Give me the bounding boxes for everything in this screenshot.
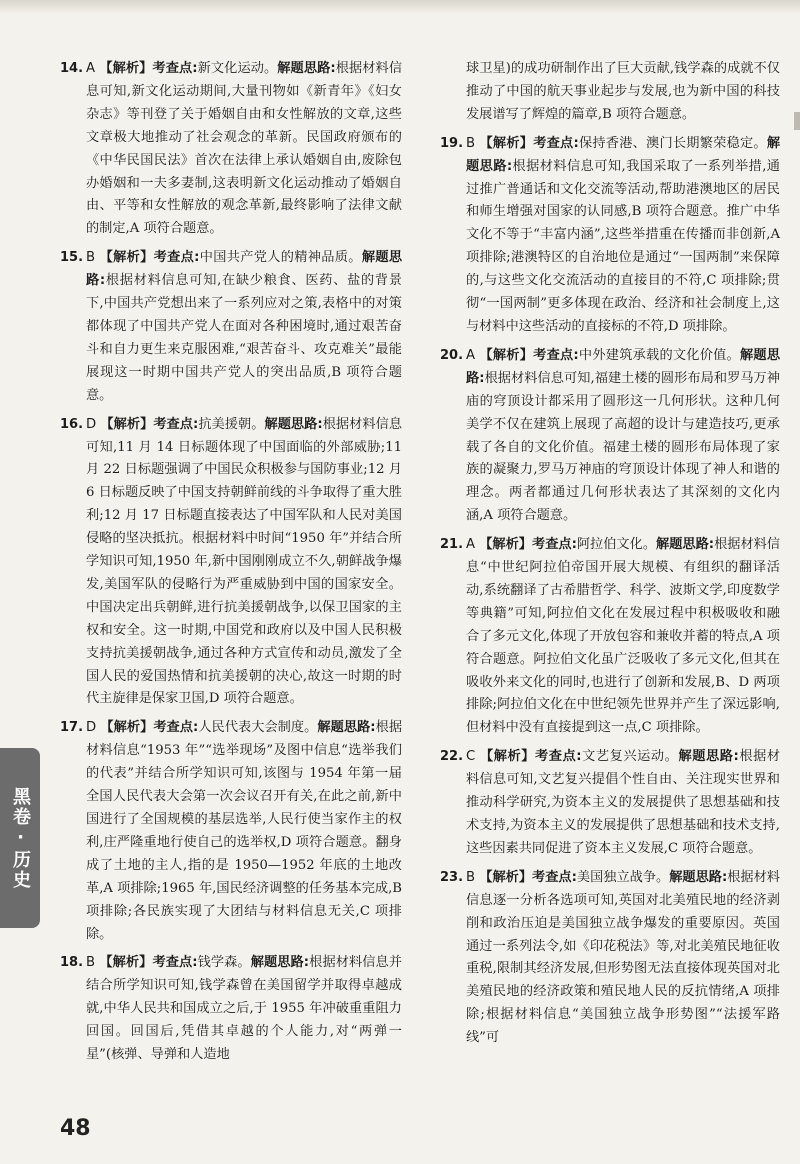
item-tag: 【解析】 bbox=[99, 61, 153, 76]
item-t1: 钱学森。 bbox=[197, 955, 251, 971]
item-k2: 解题思路: bbox=[264, 416, 323, 432]
item-num: 14. bbox=[60, 61, 84, 76]
item-num: 15. bbox=[60, 250, 84, 266]
continued-text: 球卫星)的成功研制作出了巨大贡献,钱学森的成就不仅推动了中国的航天事业起步与发展,也为新中国的科技发展谱写了辉煌的篇章,B 项符合题意。 bbox=[466, 61, 780, 122]
item-ans: B bbox=[466, 869, 476, 885]
item-k2: 解题思路: bbox=[317, 720, 376, 736]
item-num: 22. bbox=[440, 749, 464, 765]
item-t2: 根据材料信息逐一分析各选项可知,英国对北美殖民地的经济剥削和政治压迫是美国独立战争爆发的重要原因。英国通过一系列法令,如《印花税法》等,对北美殖民地征收重税,限制其经济发展,但形势图无法直接体现英国对北美殖民地的经济政策和殖民地人民的反抗情绪,A 项排除;根据材料信息“美国独立战争形势图”“法援军路线”可 bbox=[466, 869, 780, 1046]
item-tag: 【解析】 bbox=[479, 869, 533, 885]
answer-item bbox=[60, 247, 402, 407]
item-k2: 解题思路: bbox=[86, 250, 403, 289]
item-k2: 解题思路: bbox=[466, 135, 781, 174]
item-k1: 考查点: bbox=[532, 537, 577, 553]
item-ans: B bbox=[86, 955, 96, 971]
answer-item bbox=[440, 345, 780, 528]
item-tag: 【解析】 bbox=[479, 347, 534, 363]
item-t2: 根据材料信息可知,11 月 14 日标题体现了中国面临的外部威胁;11 月 22 日标题强调了中国民众积极参与国防事业;12 月 6 日标题反映了中国支持朝鲜前线的斗争取得了重大胜利;12 月 17 日标题直接表达了中国军队和人民对美国侵略的坚决抵抗。根据材料中时间“1950 年”并结合所学知识可知,1950 年,新中国刚刚成立不久,朝鲜战争爆发,美国军队的侵略行为严重威胁到中国的国家安全。中国决定出兵朝鲜,进行抗美援朝战争,以保卫国家的主权和安全。这一时期,中国党和政府以及中国人民积极支持抗美援朝战争,通过各种方式宣传和动员,激发了全国人民的爱国热情和抗美援朝的决心,故这一时期的时代主旋律是保家卫国,D 项符合题意。 bbox=[86, 416, 403, 707]
item-tag: 【解析】 bbox=[479, 749, 536, 765]
top-scan-strip bbox=[0, 0, 800, 14]
item-num: 17. bbox=[60, 720, 84, 736]
item-t1: 中外建筑承载的文化价值。 bbox=[578, 347, 740, 363]
item-num: 20. bbox=[440, 347, 464, 363]
answer-item bbox=[60, 952, 402, 1067]
item-k1: 考查点: bbox=[533, 135, 579, 151]
item-num: 19. bbox=[440, 135, 464, 151]
item-k2: 解题思路: bbox=[466, 347, 781, 386]
item-num: 18. bbox=[60, 955, 84, 971]
item-tag: 【解析】 bbox=[479, 135, 534, 151]
item-k2: 解题思路: bbox=[250, 955, 310, 971]
answer-item bbox=[440, 867, 780, 1050]
item-k2: 解题思路: bbox=[656, 537, 715, 553]
item-ans: A bbox=[466, 537, 476, 553]
item-t1: 保持香港、澳门长期繁荣稳定。 bbox=[578, 135, 767, 151]
item-t1: 新文化运动。 bbox=[197, 61, 278, 76]
item-num: 16. bbox=[60, 416, 84, 432]
item-ans: D bbox=[86, 416, 97, 432]
item-k1: 考查点: bbox=[152, 955, 198, 971]
item-num: 21. bbox=[440, 537, 464, 553]
item-k1: 考查点: bbox=[152, 61, 198, 76]
item-t1: 阿拉伯文化。 bbox=[576, 537, 657, 553]
item-k2: 解题思路: bbox=[678, 749, 739, 765]
item-k1: 考查点: bbox=[153, 720, 199, 736]
item-ans: D bbox=[86, 720, 97, 736]
item-t1: 人民代表大会制度。 bbox=[198, 720, 318, 736]
item-tag: 【解析】 bbox=[100, 720, 154, 736]
answer-item bbox=[60, 58, 402, 241]
item-k1: 考查点: bbox=[532, 869, 577, 885]
item-k1: 考查点: bbox=[535, 749, 582, 765]
item-t2: 根据材料信息“1953 年”“选举现场”及图中信息“选举我们的代表”并结合所学知识可知,该图与 1954 年第一届全国人民代表大会第一次会议召开有关,在此之前,新中国进行了全国规模的基层选举,人民行使当家作主的权利,庄严隆重地行使自己的选举权,D 项符合题意。翻身成了土地的主人,指的是 1950—1952 年底的土地改革,A 项排除;1965 年,国民经济调整的任务基本完成,B 项排除;各民族实现了大团结与材料信息无关,C 项排除。 bbox=[86, 720, 403, 942]
item-t2: 根据材料信息可知,福建土楼的圆形布局和罗马万神庙的穹顶设计都采用了圆形这一几何形状。这种几何美学不仅在建筑上展现了高超的设计与建造技巧,更承载了各自的文化价值。福建土楼的圆形布局体现了家族的凝聚力,罗马万神庙的穹顶设计体现了神人和谐的理念。两者都通过几何形状表达了其深刻的文化内涵,A 项符合题意。 bbox=[466, 370, 780, 524]
item-t2: 根据材料信息并结合所学知识可知,钱学森曾在美国留学并取得卓越成就,中华人民共和国成立之后,于 1955 年冲破重重阻力回国。回国后,凭借其卓越的个人能力,对“两弹一星”(核弹、导弹和人造地 bbox=[86, 955, 403, 1063]
item-t1: 抗美援朝。 bbox=[198, 416, 265, 432]
answer-item bbox=[60, 414, 402, 712]
item-t2: 根据材料信息可知,文艺复兴提倡个性自由、关注现实世界和推动科学研究,为资本主义的发展提供了思想基础和技术支持,为资本主义的发展提供了思想基础和技术支持,这些因素共同促进了资本主义发展,C 项符合题意。 bbox=[466, 749, 781, 856]
item-t1: 中国共产党人的精神品质。 bbox=[199, 250, 362, 266]
answer-item bbox=[440, 746, 780, 861]
answer-item bbox=[440, 133, 780, 339]
answer-item bbox=[60, 717, 402, 946]
item-k1: 考查点: bbox=[153, 416, 199, 432]
item-ans: A bbox=[466, 347, 476, 363]
item-t2: 根据材料信息可知,我国采取了一系列举措,通过推广普通话和文化交流等活动,帮助港澳地区的居民和师生增强对国家的认同感,B 项符合题意。推广中华文化不等于“丰富内涵”,这些举措重在传播而非创新,A 项排除;港澳特区的自治地位是通过“一国两制”来保障的,与这些文化交流活动的直接目的不符,C 项排除;贯彻“一国两制”更多体现在政治、经济和社会制度上,这与材料中这些活动的直接标的不符,D 项排除。 bbox=[466, 158, 780, 334]
item-num: 23. bbox=[440, 869, 464, 885]
item-tag: 【解析】 bbox=[99, 250, 154, 266]
item-ans: A bbox=[86, 61, 96, 76]
item-ans: B bbox=[86, 250, 96, 266]
item-ans: B bbox=[466, 135, 476, 151]
item-t2: 根据材料信息“中世纪阿拉伯帝国开展大规模、有组织的翻译活动,系统翻译了古希腊哲学、科学、波斯文学,印度数学等典籍”可知,阿拉伯文化在发展过程中积极吸收和融合了多元文化,体现了开放包容和兼收并蓄的特点,A 项符合题意。阿拉伯文化虽广泛吸收了多元文化,但其在吸收外来文化的同时,也进行了创新和发展,B、D 两项排除;阿拉伯文化在中世纪领先世界并产生了深远影响,但材料中没有直接提到这一点,C 项排除。 bbox=[466, 537, 781, 736]
side-tab: 黑卷·历史 bbox=[0, 748, 40, 928]
answer-item bbox=[440, 534, 780, 740]
page-number: 48 bbox=[60, 1116, 91, 1141]
item-tag: 【解析】 bbox=[479, 537, 532, 553]
left-column bbox=[60, 58, 402, 1073]
item-t2: 根据材料信息可知,新文化运动期间,大量刊物如《新青年》《妇女杂志》等刊登了关于婚姻自由和女性解放的文章,这些文章极大地推动了社会观念的革新。民国政府颁布的《中华民国民法》首次在法律上承认婚姻自由,废除包办婚姻和一夫多妻制,这表明新文化运动推动了婚姻自由、平等和女性解放的观念革新,最终影响了法律文献的制定,A 项符合题意。 bbox=[86, 61, 403, 237]
item-tag: 【解析】 bbox=[100, 416, 154, 432]
item-t1: 美国独立战争。 bbox=[576, 869, 670, 885]
item-ans: C bbox=[466, 749, 476, 765]
item-t1: 文艺复兴运动。 bbox=[581, 749, 679, 765]
right-column bbox=[440, 58, 780, 1056]
item-k1: 考查点: bbox=[153, 250, 200, 266]
item-t2: 根据材料信息可知,在缺少粮食、医药、盐的背景下,中国共产党想出来了一系列应对之策,表格中的对策都体现了中国共产党人在面对各种困境时,通过艰苦奋斗和自力更生来克服困难,“艰苦奋斗、攻克难关”最能展现这一时期中国共产党人的突出品质,B 项符合题意。 bbox=[86, 273, 402, 403]
item-k2: 解题思路: bbox=[277, 61, 336, 76]
item-k1: 考查点: bbox=[533, 347, 579, 363]
edge-mark bbox=[794, 112, 800, 130]
item-k2: 解题思路: bbox=[669, 869, 728, 885]
item-tag: 【解析】 bbox=[99, 955, 153, 971]
